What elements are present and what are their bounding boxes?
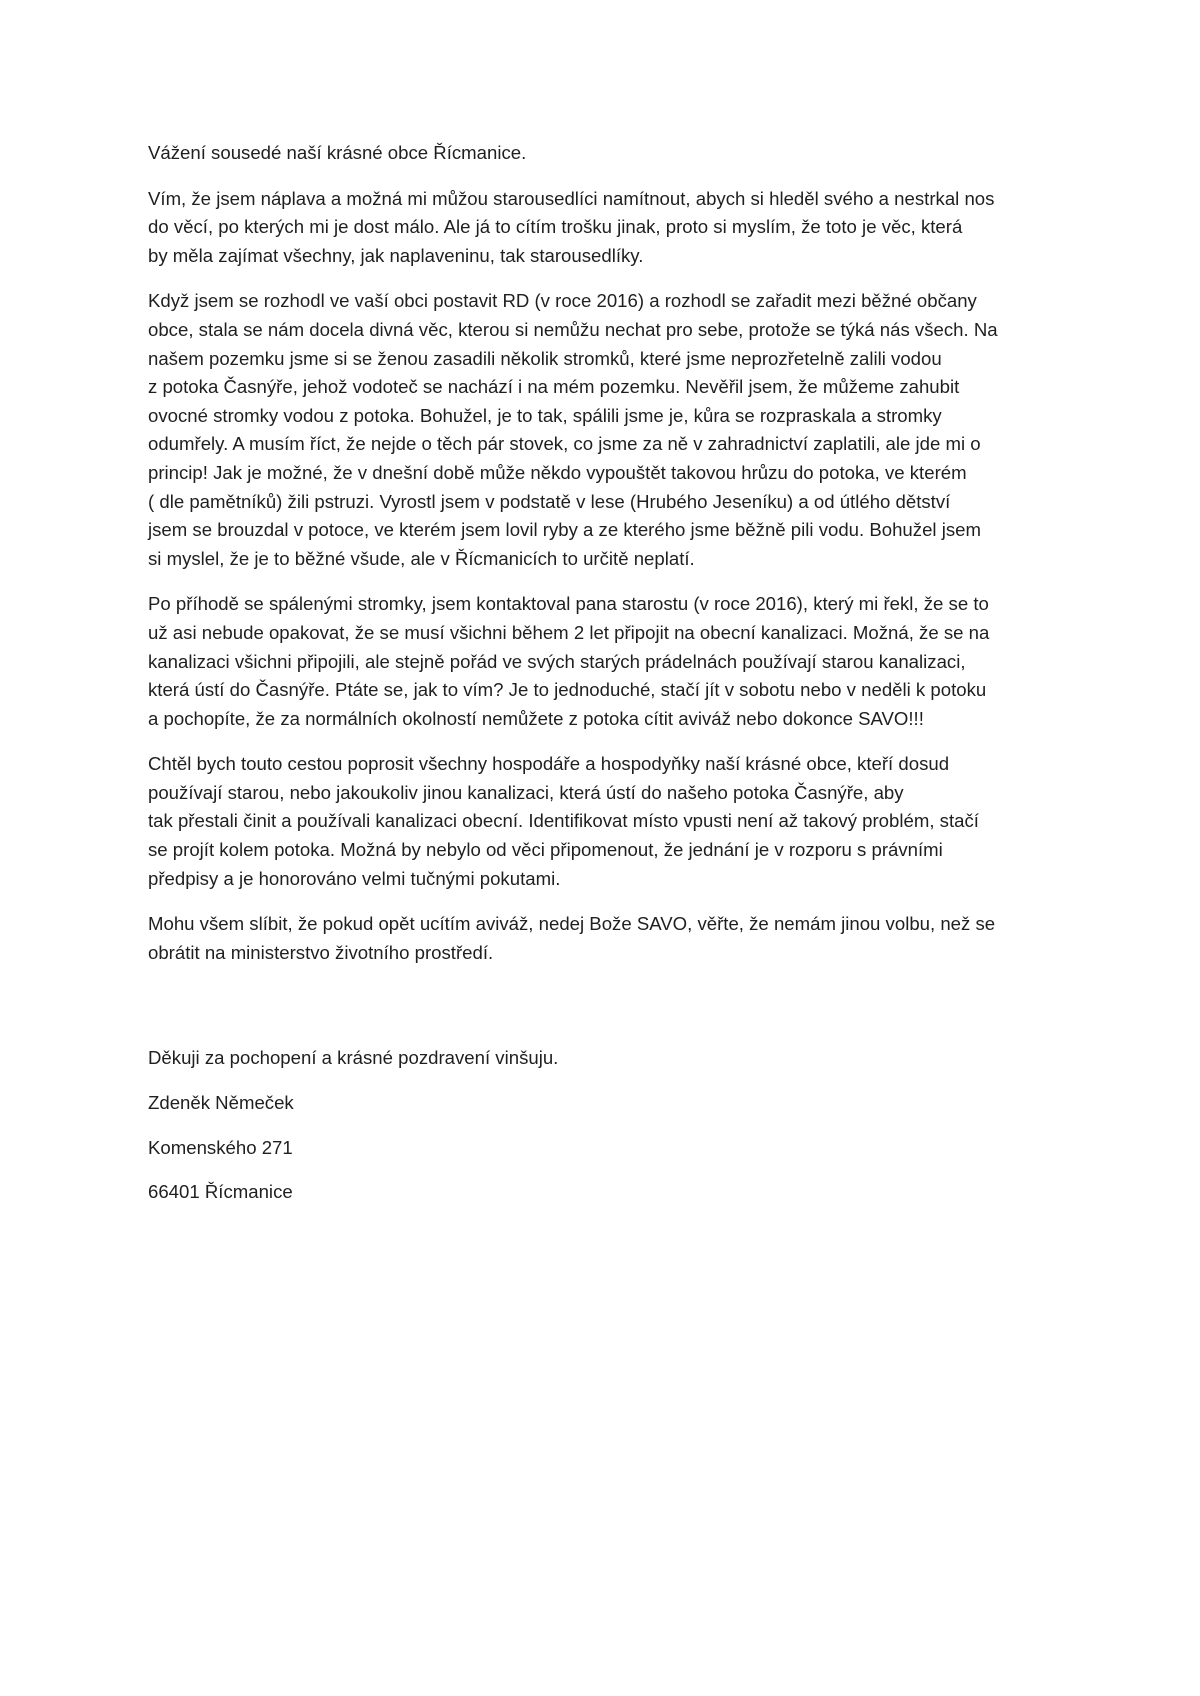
paragraph-line: Chtěl bych touto cestou poprosit všechny hospodáře a hospodyňky naší krásné obce, kteří dosud	[148, 753, 950, 775]
letter-body	[148, 139, 1088, 1223]
signature-city: 66401 Řícmanice	[148, 1181, 293, 1203]
paragraph-line: Vím, že jsem náplava a možná mi můžou starousedlíci namítnout, abych si hleděl svého a nestrkal nos	[148, 187, 995, 209]
paragraph-line: by měla zajímat všechny, jak naplaveninu, tak starousedlíky.	[148, 244, 644, 266]
paragraph-3	[148, 590, 1088, 733]
letter-paragraphs	[148, 185, 1088, 968]
paragraph-5	[148, 910, 1088, 967]
paragraph-line: Mohu všem slíbit, že pokud opět ucítím aviváž, nedej Bože SAVO, věřte, že nemám jinou volbu, než se	[148, 913, 996, 935]
paragraph-line: už asi nebude opakovat, že se musí všichni během 2 let připojit na obecní kanalizaci. Možná, že se na	[148, 621, 990, 643]
paragraph-line: používají starou, nebo jakoukoliv jinou kanalizaci, která ústí do našeho potoka Časnýře, aby	[148, 781, 904, 803]
paragraph-line: která ústí do Časnýře. Ptáte se, jak to vím? Je to jednoduché, stačí jít v sobotu nebo v neděli k potoku	[148, 679, 987, 701]
paragraph-line: princip! Jak je možné, že v dnešní době může někdo vypouštět takovou hrůzu do potoka, ve kterém	[148, 461, 967, 483]
paragraph-line: předpisy a je honorováno velmi tučnými pokutami.	[148, 867, 561, 889]
greeting: Vážení sousedé naší krásné obce Řícmanice.	[148, 142, 527, 163]
paragraph-line: jsem se brouzdal v potoce, ve kterém jsem lovil ryby a ze kterého jsme běžně pili vodu. Bohužel jsem	[148, 519, 981, 541]
closing-spacer	[148, 984, 1088, 1044]
signature-name: Zdeněk Němeček	[148, 1092, 294, 1114]
paragraph-line: z potoka Časnýře, jehož vodoteč se nachází i na mém pozemku. Nevěřil jsem, že můžeme zahubit	[148, 376, 960, 398]
paragraph-line: ( dle pamětníků) žili pstruzi. Vyrostl jsem v podstatě v lese (Hrubého Jeseníku) a od útlého dětství	[148, 490, 951, 512]
paragraph-line: do věcí, po kterých mi je dost málo. Ale já to cítím trošku jinak, proto si myslím, že toto je věc, která	[148, 216, 963, 238]
paragraph-line: a pochopíte, že za normálních okolností nemůžete z potoka cítit aviváž nebo dokonce SAVO!!!	[148, 707, 924, 729]
paragraph-line: Když jsem se rozhodl ve vaší obci postavit RD (v roce 2016) a rozhodl se zařadit mezi běžné občany	[148, 290, 977, 312]
paragraph-line: obrátit na ministerstvo životního prostředí.	[148, 941, 494, 963]
paragraph-line: se projít kolem potoka. Možná by nebylo od věci připomenout, že jednání je v rozporu s právními	[148, 839, 943, 861]
paragraph-line: Po příhodě se spálenými stromky, jsem kontaktoval pana starostu (v roce 2016), který mi řekl, že se to	[148, 593, 989, 615]
paragraph-1	[148, 185, 1088, 271]
paragraph-2	[148, 287, 1088, 573]
paragraph-line: ovocné stromky vodou z potoka. Bohužel, je to tak, spálili jsme je, kůra se rozpraskala a stromky	[148, 404, 942, 426]
paragraph-line: si myslel, že je to běžné všude, ale v Řícmanicích to určitě neplatí.	[148, 547, 695, 569]
paragraph-line: tak přestali činit a používali kanalizaci obecní. Identifikovat místo vpusti není až takový problém, stačí	[148, 810, 979, 832]
paragraph-line: obce, stala se nám docela divná věc, kterou si nemůžu nechat pro sebe, protože se týká nás všech. Na	[148, 318, 998, 340]
paragraph-4	[148, 750, 1088, 893]
paragraph-line: kanalizaci všichni připojili, ale stejně pořád ve svých starých prádelnách používají starou kanalizaci,	[148, 650, 966, 672]
signature-street: Komenského 271	[148, 1136, 293, 1158]
paragraph-line: našem pozemku jsme si se ženou zasadili několik stromků, které jsme neprozřetelně zalili vodou	[148, 347, 942, 369]
paragraph-line: odumřely. A musím říct, že nejde o těch pár stovek, co jsme za ně v zahradnictví zaplatili, ale jde mi o	[148, 433, 981, 455]
closing-line: Děkuji za pochopení a krásné pozdravení vinšuju.	[148, 1047, 559, 1069]
